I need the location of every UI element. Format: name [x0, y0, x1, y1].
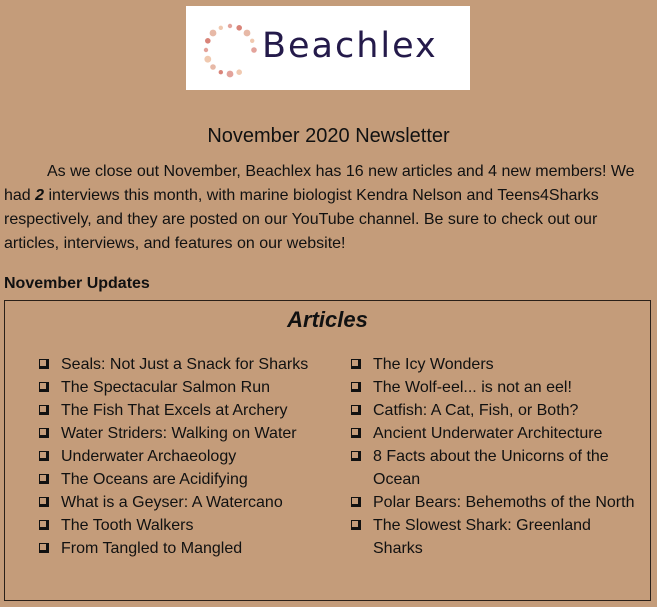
- article-title: 8 Facts about the Unicorns of the Ocean: [373, 448, 609, 488]
- article-title: Seals: Not Just a Snack for Sharks: [61, 356, 309, 373]
- list-item: [39, 491, 319, 514]
- logo-dot: [250, 39, 254, 43]
- list-item: [39, 353, 319, 376]
- articles-box: [4, 300, 651, 601]
- logo-dot: [236, 25, 242, 31]
- logo-dot: [227, 71, 234, 78]
- intro-text-1: As we close out November, Beachlex has 16 new articles and 4 new members! We had: [4, 163, 635, 204]
- logo-dot: [219, 70, 223, 74]
- article-title: Ancient Underwater Architecture: [373, 425, 603, 442]
- checkbox-bullet-icon: [39, 520, 49, 530]
- checkbox-bullet-icon: [351, 520, 361, 530]
- list-item: [39, 376, 319, 399]
- article-title: From Tangled to Mangled: [61, 540, 243, 557]
- list-item: [351, 445, 641, 491]
- article-title: The Oceans are Acidifying: [61, 471, 248, 488]
- logo-dot: [236, 69, 242, 75]
- checkbox-bullet-icon: [39, 543, 49, 553]
- logo-dot: [204, 48, 208, 52]
- article-title: What is a Geyser: A Watercano: [61, 494, 283, 511]
- article-title: The Tooth Walkers: [61, 517, 194, 534]
- list-item: [39, 537, 319, 560]
- article-title: Catfish: A Cat, Fish, or Both?: [373, 402, 579, 419]
- checkbox-bullet-icon: [39, 382, 49, 392]
- checkbox-bullet-icon: [351, 451, 361, 461]
- list-item: [39, 399, 319, 422]
- logo-dot: [210, 30, 217, 37]
- article-title: Water Striders: Walking on Water: [61, 425, 297, 442]
- logo-dots-icon: [200, 14, 262, 84]
- article-title: Underwater Archaeology: [61, 448, 237, 465]
- interview-count: 2: [35, 187, 45, 204]
- intro-text-2: interviews this month, with marine biologist Kendra Nelson and Teens4Sharks respectively, and they are posted on our YouTube channel. Be sure to check out our articles, interviews, and features on our website!: [4, 187, 599, 252]
- checkbox-bullet-icon: [351, 428, 361, 438]
- logo-dot: [219, 26, 223, 30]
- article-title: The Wolf-eel... is not an eel!: [373, 379, 572, 396]
- article-title: The Slowest Shark: Greenland Sharks: [373, 517, 591, 557]
- section-title: November Updates: [4, 275, 150, 292]
- logo-dot: [228, 24, 232, 28]
- logo-text: Beachlex: [262, 26, 438, 66]
- intro-paragraph: [4, 160, 654, 256]
- articles-list-right: [351, 353, 641, 560]
- checkbox-bullet-icon: [39, 428, 49, 438]
- list-item: [351, 376, 641, 399]
- list-item: [39, 514, 319, 537]
- checkbox-bullet-icon: [39, 474, 49, 484]
- list-item: [351, 399, 641, 422]
- checkbox-bullet-icon: [39, 359, 49, 369]
- list-item: [351, 491, 641, 514]
- article-title: The Fish That Excels at Archery: [61, 402, 288, 419]
- newsletter-title: November 2020 Newsletter: [207, 125, 450, 147]
- articles-heading: Articles: [287, 307, 368, 332]
- checkbox-bullet-icon: [351, 405, 361, 415]
- list-item: [351, 422, 641, 445]
- list-item: [39, 422, 319, 445]
- checkbox-bullet-icon: [39, 451, 49, 461]
- list-item: [351, 514, 641, 560]
- logo-dot: [244, 30, 251, 37]
- articles-list-left: [39, 353, 319, 560]
- checkbox-bullet-icon: [39, 497, 49, 507]
- article-title: Polar Bears: Behemoths of the North: [373, 494, 635, 511]
- checkbox-bullet-icon: [351, 382, 361, 392]
- checkbox-bullet-icon: [351, 497, 361, 507]
- list-item: [39, 445, 319, 468]
- checkbox-bullet-icon: [39, 405, 49, 415]
- list-item: [351, 353, 641, 376]
- logo-dot: [204, 56, 211, 63]
- logo-dot: [205, 38, 211, 44]
- logo: [186, 6, 470, 90]
- list-item: [39, 468, 319, 491]
- article-title: The Spectacular Salmon Run: [61, 379, 270, 396]
- logo-dot: [210, 64, 216, 70]
- logo-dot: [251, 47, 257, 53]
- checkbox-bullet-icon: [351, 359, 361, 369]
- article-title: The Icy Wonders: [373, 356, 494, 373]
